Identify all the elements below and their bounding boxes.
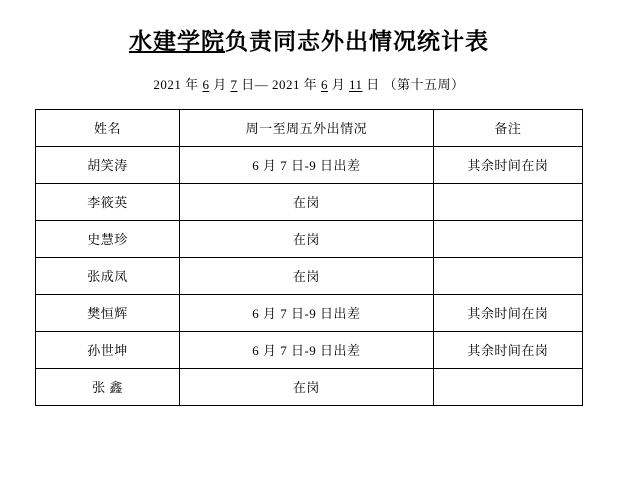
subtitle-month-start: 6	[202, 76, 210, 92]
subtitle-day-unit-start: 日—	[241, 76, 269, 92]
cell-name: 张成凤	[36, 257, 180, 294]
cell-remark: 其余时间在岗	[433, 146, 582, 183]
cell-status: 6 月 7 日-9 日出差	[180, 331, 434, 368]
table-row	[36, 146, 583, 183]
page-title-department: 水建学院	[129, 29, 225, 54]
cell-status: 6 月 7 日-9 日出差	[180, 146, 434, 183]
cell-status: 在岗	[180, 368, 434, 405]
column-header-name: 姓名	[36, 109, 180, 146]
table-header	[36, 109, 583, 146]
table-header-row	[36, 109, 583, 146]
table-row	[36, 220, 583, 257]
table-row	[36, 257, 583, 294]
cell-name: 张 鑫	[36, 368, 180, 405]
cell-name: 孙世坤	[36, 331, 180, 368]
page-title-rest: 负责同志外出情况统计表	[225, 29, 489, 54]
cell-remark	[433, 257, 582, 294]
cell-remark: 其余时间在岗	[433, 331, 582, 368]
cell-remark	[433, 183, 582, 220]
attendance-table	[35, 109, 583, 406]
cell-remark: 其余时间在岗	[433, 294, 582, 331]
subtitle-month-unit-end: 月	[331, 76, 346, 92]
subtitle-week: （第十五周）	[383, 76, 465, 92]
table-row	[36, 331, 583, 368]
column-header-remark: 备注	[433, 109, 582, 146]
cell-status: 在岗	[180, 183, 434, 220]
subtitle-month-unit-start: 月	[213, 76, 227, 92]
page-title	[0, 28, 618, 56]
table-body	[36, 146, 583, 405]
table-row	[36, 183, 583, 220]
subtitle-day-end: 11	[349, 76, 363, 92]
cell-name: 胡笑涛	[36, 146, 180, 183]
cell-name: 史慧珍	[36, 220, 180, 257]
cell-status: 6 月 7 日-9 日出差	[180, 294, 434, 331]
column-header-status: 周一至周五外出情况	[180, 109, 434, 146]
subtitle-year-end: 2021 年	[271, 76, 318, 92]
cell-remark	[433, 220, 582, 257]
cell-remark	[433, 368, 582, 405]
cell-name: 樊恒辉	[36, 294, 180, 331]
attendance-table-wrapper	[35, 109, 583, 406]
subtitle-month-end: 6	[320, 76, 328, 92]
table-row	[36, 294, 583, 331]
subtitle-day-unit-end: 日	[366, 76, 380, 92]
document-page	[0, 28, 618, 479]
cell-status: 在岗	[180, 220, 434, 257]
cell-name: 李筱英	[36, 183, 180, 220]
table-row	[36, 368, 583, 405]
subtitle-day-start: 7	[230, 76, 238, 92]
cell-status: 在岗	[180, 257, 434, 294]
date-range-subtitle	[0, 74, 618, 93]
subtitle-year-start: 2021 年	[153, 76, 199, 92]
